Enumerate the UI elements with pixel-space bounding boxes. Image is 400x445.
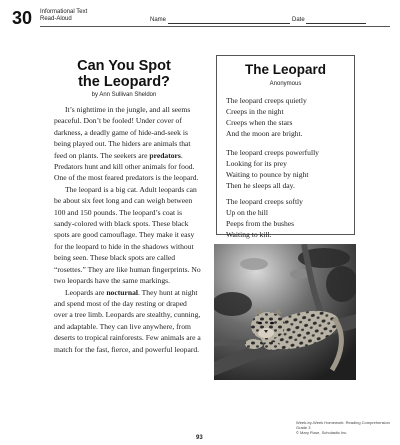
article-byline: by Ann Sullivan Sheldon xyxy=(91,92,157,98)
poem-line: Waiting to pounce by night xyxy=(226,170,309,179)
page-number: 30 xyxy=(12,8,33,28)
article-paragraph xyxy=(54,287,202,355)
poem-line: Creeps in the night xyxy=(226,107,284,116)
poem-line: Looking for its prey xyxy=(226,159,287,168)
poem-line: The leopard creeps powerfully xyxy=(226,148,319,157)
name-line[interactable] xyxy=(168,23,290,24)
leopard-photo-art xyxy=(214,244,356,380)
paragraph-text: . Predators hunt and kill other animals for food. One of the most feared predators is the leopard. xyxy=(54,150,199,183)
article-title xyxy=(46,58,202,90)
date-label: Date xyxy=(292,17,305,23)
paragraph-text: Leopards are xyxy=(65,287,107,297)
article-title-line: Can You Spot xyxy=(77,58,171,74)
date-line[interactable] xyxy=(306,23,366,24)
poem-line: The leopard creeps softly xyxy=(226,197,303,206)
poem-author: Anonymous xyxy=(269,81,302,87)
credit-line: Week-by-Week Homework: Reading Comprehension Grade 3 xyxy=(296,420,390,430)
poem-line: Creeps when the stars xyxy=(226,118,293,127)
header-subtitle-line: Read-Aloud xyxy=(40,16,72,22)
poem-line: The leopard creeps quietly xyxy=(226,96,307,105)
article-body xyxy=(54,104,202,355)
article-title-line: the Leopard? xyxy=(78,74,170,90)
article-paragraph xyxy=(54,184,202,287)
name-label: Name xyxy=(150,17,167,23)
poem-line: Peeps from the bushes xyxy=(226,219,295,228)
folio-number: 93 xyxy=(196,435,203,441)
article-paragraph xyxy=(54,104,202,184)
paragraph-text: . They hunt at night and spend most of the day resting or draped over a tree limb. Leopards are stealthy, cunning, and adaptable. They can live anywhere, from deserts to tropical rainforests. Few animals are a match for the fast, fierce, and powerful leopard. xyxy=(54,287,201,354)
credit-line: © Mary Rose, Scholastic Inc. xyxy=(296,430,348,435)
poem-stanza-3 xyxy=(226,196,354,240)
copyright-credit xyxy=(296,420,392,435)
poem-line: Then he sleeps all day. xyxy=(226,181,295,190)
poem-line: Up on the hill xyxy=(226,208,268,217)
leopard-photo xyxy=(214,244,356,380)
poem-title: The Leopard xyxy=(244,62,326,77)
header-subtitle xyxy=(40,9,87,23)
vocabulary-term: nocturnal xyxy=(106,287,138,297)
paragraph-text: The leopard is a big cat. Adult leopards can be about six feet long and can weigh between 100 and 150 pounds. The leopard’s coat is sandy-colored with black spots. These black spots are good camouflage. They make it easy for the leopard to hide in the shadows without being seen. These black spots are called “rosettes.” They are like human fingerprints. No two leopards have the same markings. xyxy=(54,184,201,286)
poem-line: And the moon are bright. xyxy=(226,129,303,138)
poem-stanza-2 xyxy=(226,147,354,191)
paragraph-text: It’s nighttime in the jungle, and all seems peaceful. Don’t be fooled! Under cover of darkness, a deadly game of hide-and-seek is being played out. The hiders are animals that feed on plants. The seekers are xyxy=(54,105,191,160)
vocabulary-term: predators xyxy=(149,150,181,160)
poem-stanza-1 xyxy=(226,95,354,139)
header-subtitle-line: Informational Text xyxy=(40,9,88,15)
poem-line: Waiting to kill. xyxy=(226,230,272,239)
header-rule xyxy=(40,26,390,27)
